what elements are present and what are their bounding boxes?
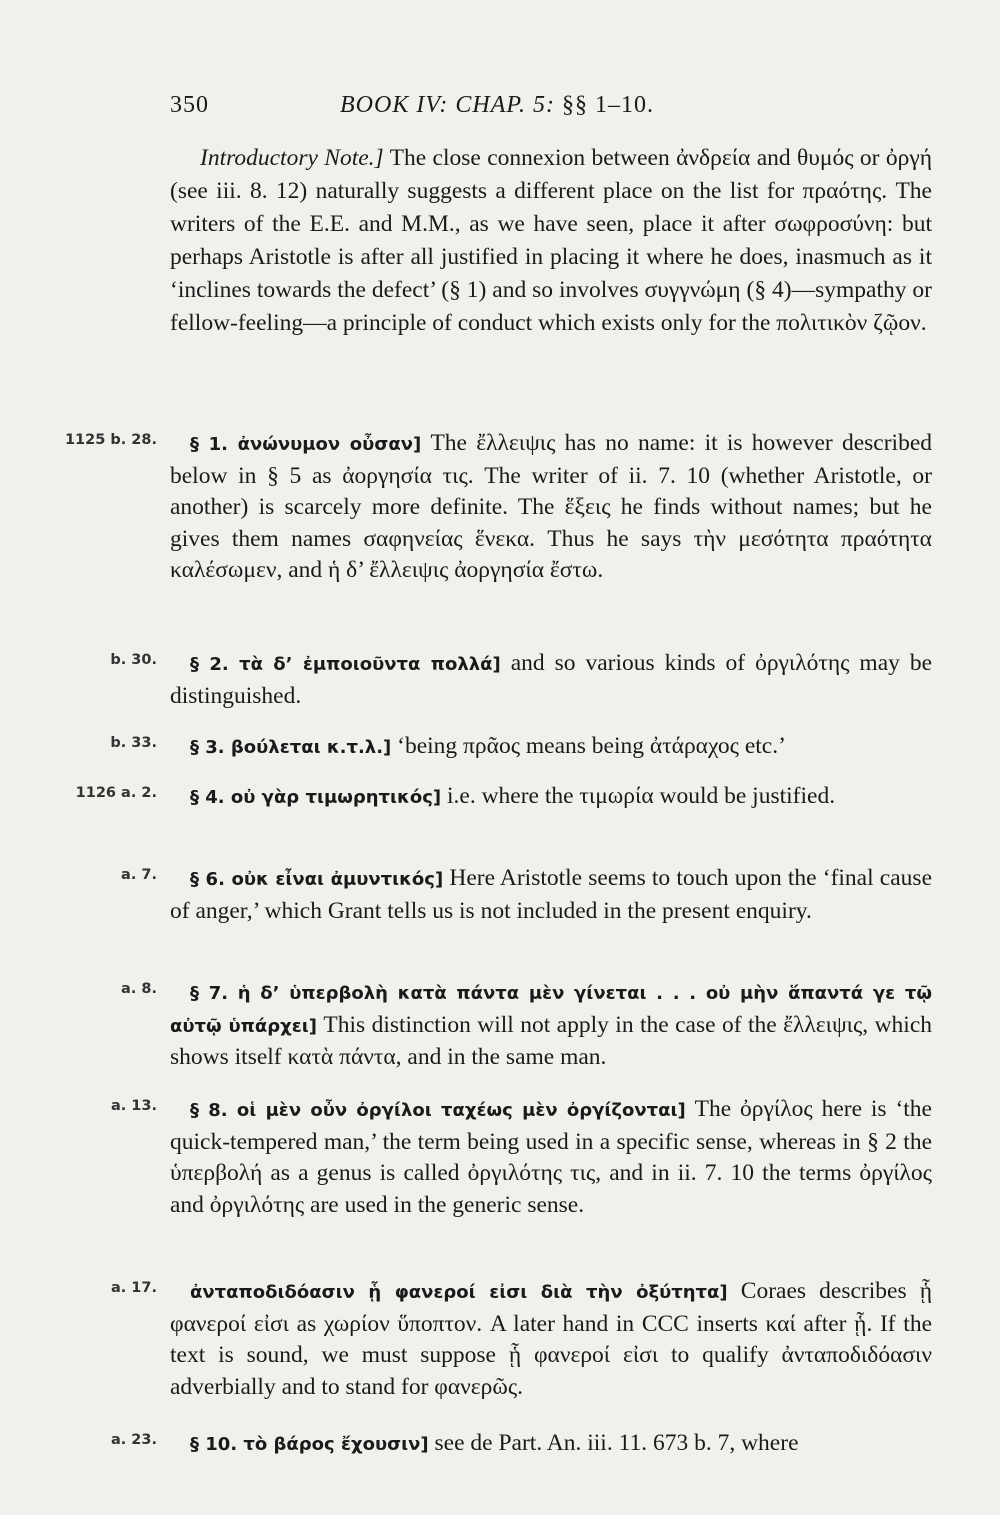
line-reference: a. 8.: [121, 981, 157, 997]
lemma: § 10. τὸ βάρος ἔχουσιν]: [190, 1434, 429, 1455]
lemma: § 6. οὐκ εἶναι ἀμυντικός]: [190, 869, 444, 890]
entry-body: [170, 731, 932, 764]
entry-body: [170, 1094, 932, 1221]
entry-body: [170, 1428, 932, 1461]
running-title: BOOK IV: CHAP. 5: §§ 1–10.: [340, 92, 654, 118]
line-reference: a. 17.: [110, 1280, 157, 1296]
line-reference: 1126 a. 2.: [75, 785, 157, 801]
note-text: see de Part. An. iii. 11. 673 b. 7, where: [434, 1430, 799, 1456]
introductory-note: [170, 142, 932, 340]
line-reference: 1125 b. 28.: [64, 432, 157, 448]
entry-body: [170, 977, 932, 1074]
note-text: Here Aristotle seems to touch upon the ‘final cause of anger,’ which Grant tells us is not included in the present enquiry.: [170, 865, 932, 924]
note-text: Coraes describes ᾗ φανεροί εἰσι as χωρίον ὕποπτον. A later hand in CCC inserts καί after ᾗ. If the text is sound, we must suppose ᾗ φανεροί εἰσι to qualify ἀνταποδιδόασιν adverbially and to stand for φανερῶς.: [170, 1278, 933, 1400]
lemma: § 3. βούλεται κ.τ.λ.]: [190, 737, 392, 758]
note-text: i.e. where the τιμωρία would be justified.: [446, 783, 836, 809]
lemma: § 4. οὐ γὰρ τιμωρητικός]: [190, 787, 442, 808]
intro-text: The close connexion between ἀνδρεία and θυμός or ὀργή (see iii. 8. 12) naturally suggests a different place on the list for πραότης. The writers of the E.E. and M.M., as we have seen, place it after σωφροσύνη: but perhaps Aristotle is after all justified in placing it where he does, inasmuch as it ‘inclines towards the defect’ (§ 1) and so involves συγγνώμη (§ 4)—sympathy or fellow-feeling—a principle of conduct which exists only for the πολιτικὸν ζῷον.: [170, 145, 932, 336]
note-text: The ὀργίλος here is ‘the quick-tempered man,’ the term being used in a specific sense, whereas in § 2 the ὑπερβολή as a genus is called ὀργιλότης τις, and in ii. 7. 10 the terms ὀργίλος and ὀργιλότης are used in the generic sense.: [170, 1096, 932, 1218]
line-reference: a. 7.: [121, 867, 157, 883]
entry-body: [170, 1276, 932, 1403]
note-text: ‘being πρᾶος means being ἀτάραχος etc.’: [397, 733, 786, 759]
line-reference: a. 23.: [110, 1432, 157, 1448]
note-text: The ἔλλειψις has no name: it is however described below in § 5 as ἀοργησία τις. The writer of ii. 7. 10 (whether Aristotle, or another) is scarcely more definite. The ἕξεις he finds without names; but he gives them names σαφηνείας ἕνεκα. Thus he says τὴν μεσότητα πραότητα καλέσωμεν, and ἡ δ’ ἔλλειψις ἀοργησία ἔστω.: [170, 430, 932, 583]
lemma: § 1. ἀνώνυμον οὖσαν]: [190, 434, 422, 455]
entry-body: [170, 648, 932, 712]
page-number: 350: [170, 92, 209, 118]
lemma: § 2. τὰ δ’ ἐμποιοῦντα πολλά]: [190, 654, 501, 675]
lemma: § 8. οἱ μὲν οὖν ὀργίλοι ταχέως μὲν ὀργίζονται]: [190, 1100, 686, 1121]
entry-body: [170, 863, 932, 927]
line-reference: b. 33.: [110, 735, 157, 751]
lemma: ἀνταποδιδόασιν ᾗ φανεροί εἰσι διὰ τὴν ὀξύτητα]: [190, 1282, 728, 1303]
intro-label: Introductory Note.]: [200, 145, 384, 171]
running-head: [170, 92, 935, 122]
note-text: and so various kinds of ὀργιλότης may be distinguished.: [170, 650, 933, 709]
note-text: This distinction will not apply in the case of the ἔλλειψις, which shows itself κατὰ πάντα, and in the same man.: [170, 1011, 933, 1070]
entry-body: [170, 428, 932, 587]
line-reference: a. 13.: [110, 1098, 157, 1114]
entry-body: [170, 781, 932, 814]
line-reference: b. 30.: [110, 652, 157, 668]
lemma: § 7. ἡ δ’ ὑπερβολὴ κατὰ πάντα μὲν γίνεται . . . οὐ μὴν ἅπαντά γε τῷ αὐτῷ ὑπάρχει]: [170, 983, 932, 1037]
